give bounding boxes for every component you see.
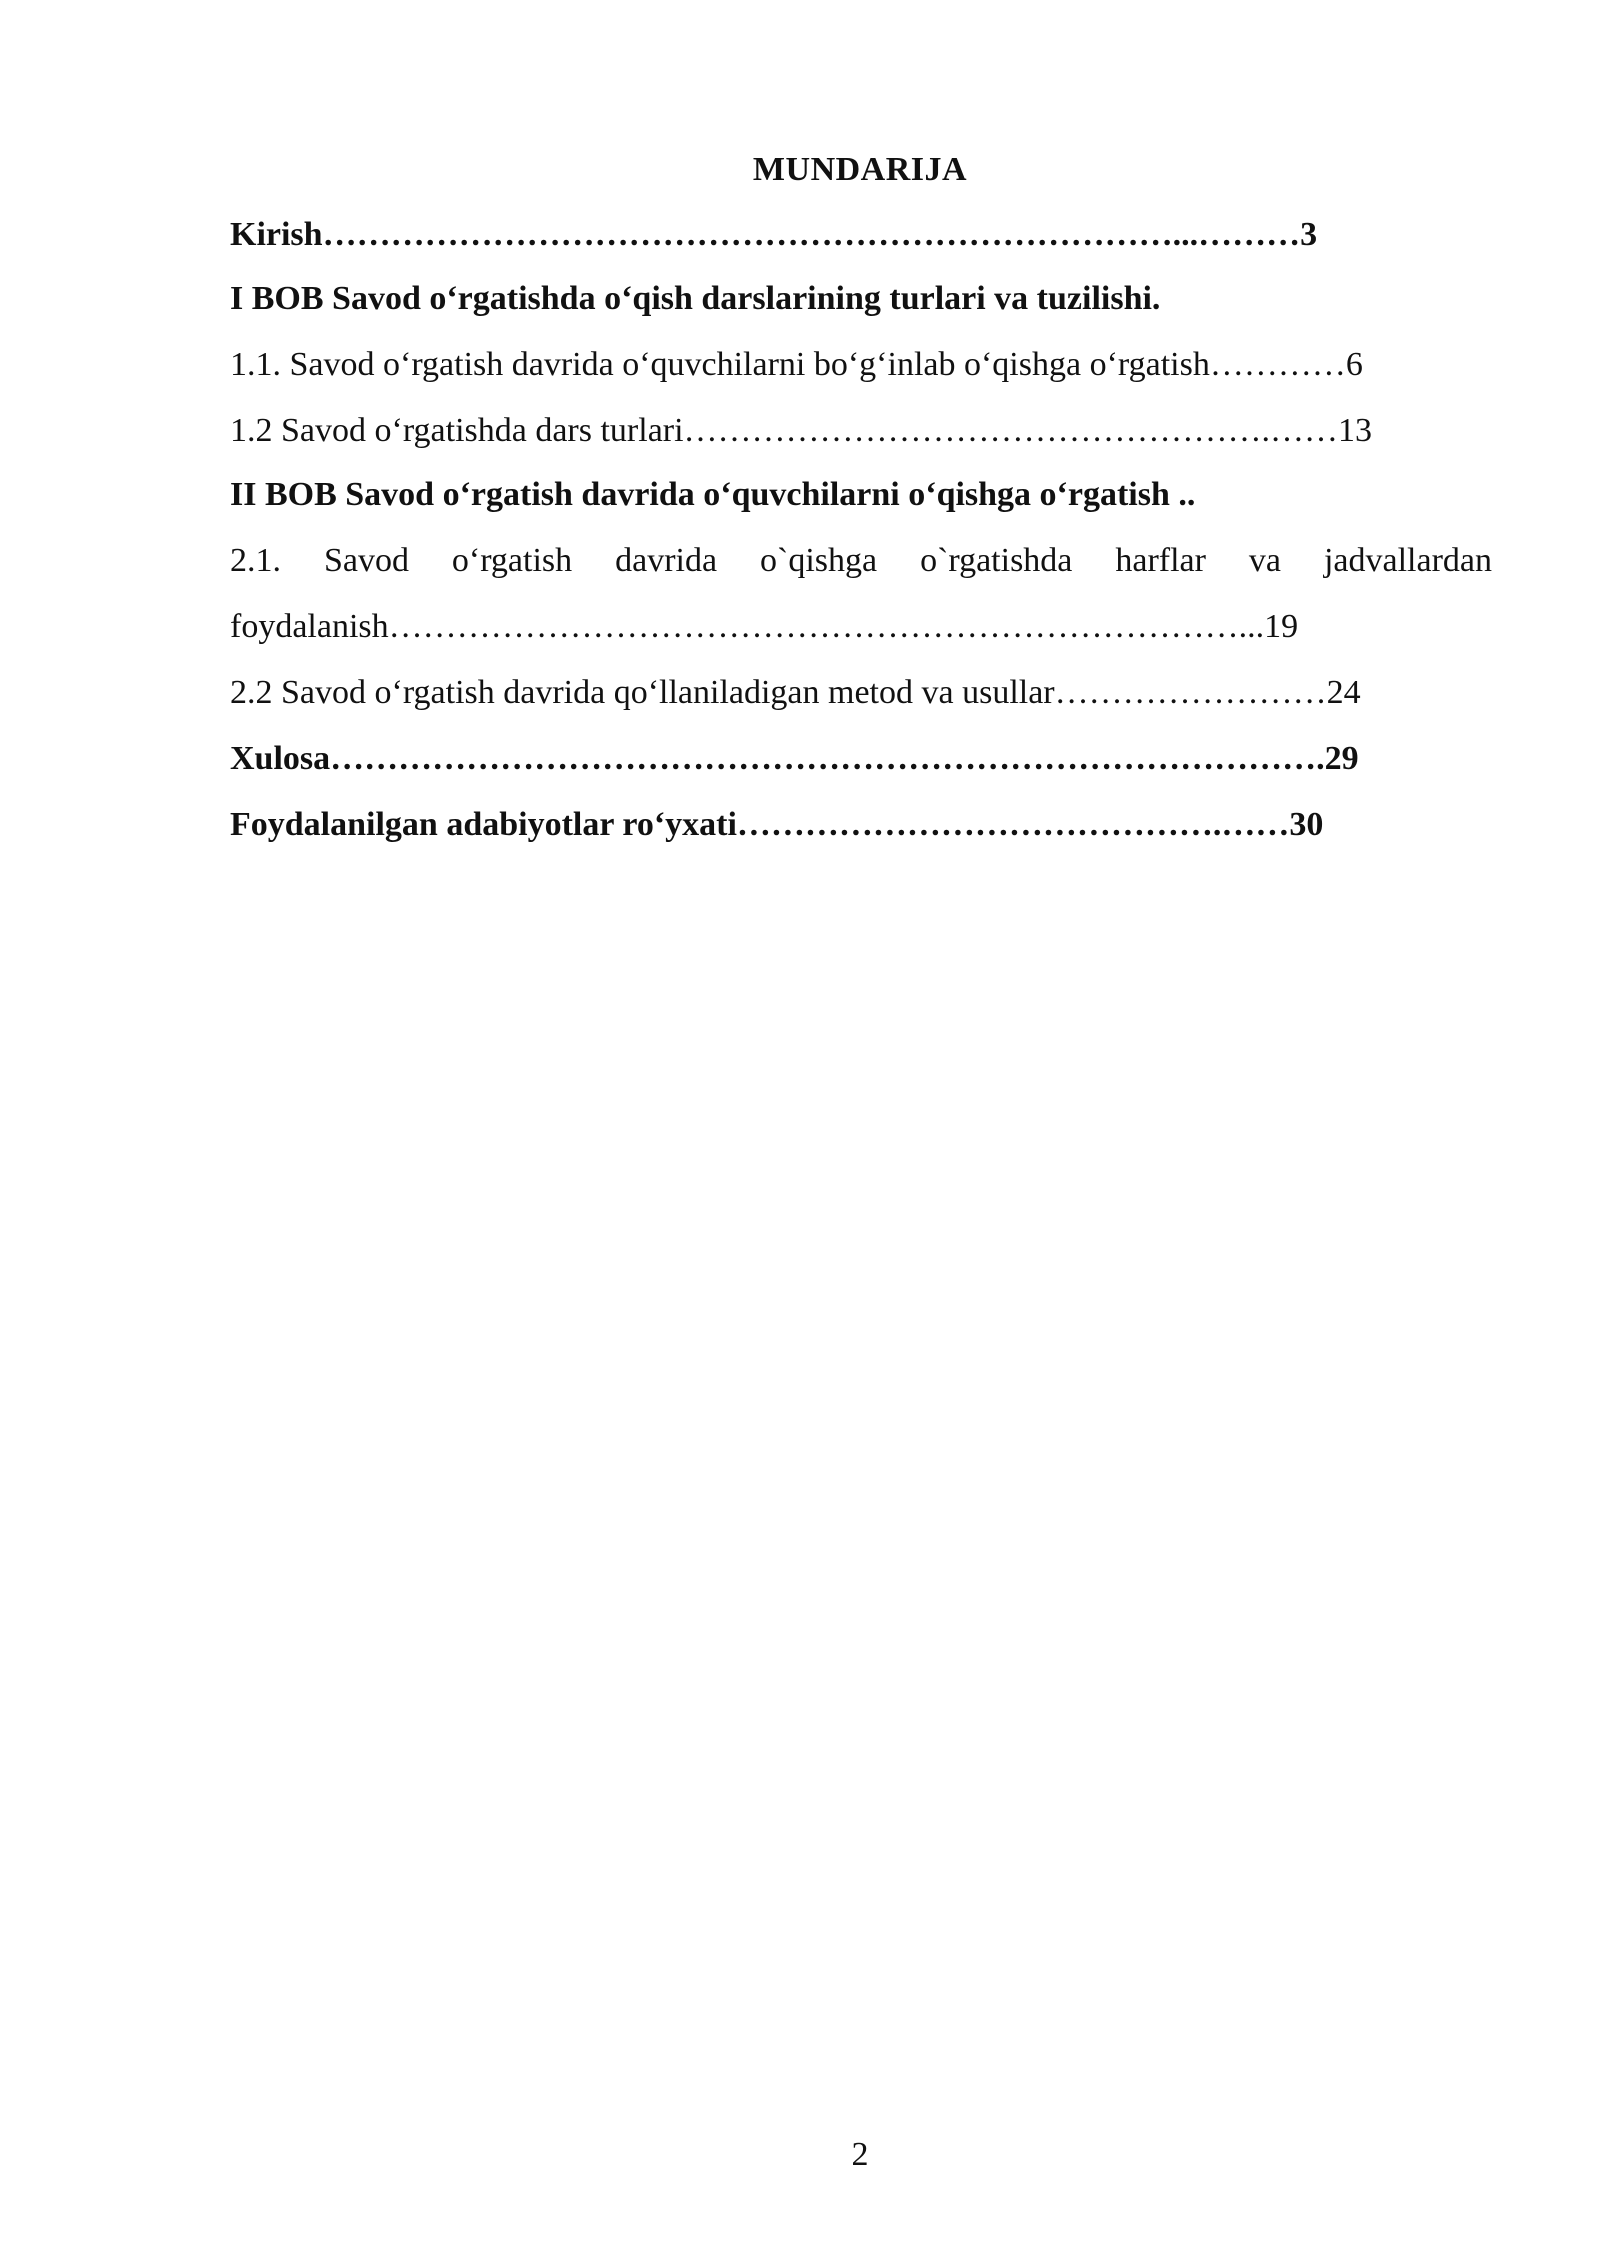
toc-entry-chapter-2: II BOB Savod o‘rgatish davrida o‘quvchilarni o‘qishga o‘rgatish .. <box>230 476 1196 513</box>
toc-word: va <box>1248 542 1282 579</box>
toc-entry-section-2-1-line-2: foydalanish…………………………………………………………………...19 <box>230 608 1299 645</box>
toc-entry-xulosa: Xulosa…………………………………………………………………………….29 <box>230 740 1359 777</box>
toc-word: 2.1. <box>230 542 281 579</box>
toc-entry-section-1-2: 1.2 Savod o‘rgatishda dars turlari…………………………………………….……13 <box>230 412 1373 449</box>
toc-entry-chapter-1: I BOB Savod o‘rgatishda o‘qish darslarining turlari va tuzilishi. <box>230 280 1161 317</box>
toc-entry-section-1-1: 1.1. Savod o‘rgatish davrida o‘quvchilarni bo‘g‘inlab o‘qishga o‘rgatish…………6 <box>230 346 1363 383</box>
toc-entry-kirish: Kirish…………………………………………………………………...………3 <box>230 216 1318 253</box>
toc-entry-bibliography: Foydalanilgan adabiyotlar ro‘yxati…………………………………….……30 <box>230 806 1324 843</box>
toc-entry-section-2-2: 2.2 Savod o‘rgatish davrida qo‘llaniladigan metod va usullar……………………24 <box>230 674 1361 711</box>
toc-word: davrida <box>615 542 718 579</box>
toc-word: Savod <box>323 542 409 579</box>
page-number: 2 <box>851 2136 869 2173</box>
toc-word: o‘rgatish <box>451 542 573 579</box>
toc-entry-section-2-1-line-1 <box>230 541 1492 582</box>
toc-title: MUNDARIJA <box>752 151 968 188</box>
toc-word: harflar <box>1115 542 1206 579</box>
toc-word: jadvallardan <box>1323 542 1492 579</box>
toc-word: o`qishga <box>760 542 878 579</box>
toc-word: o`rgatishda <box>920 542 1073 579</box>
